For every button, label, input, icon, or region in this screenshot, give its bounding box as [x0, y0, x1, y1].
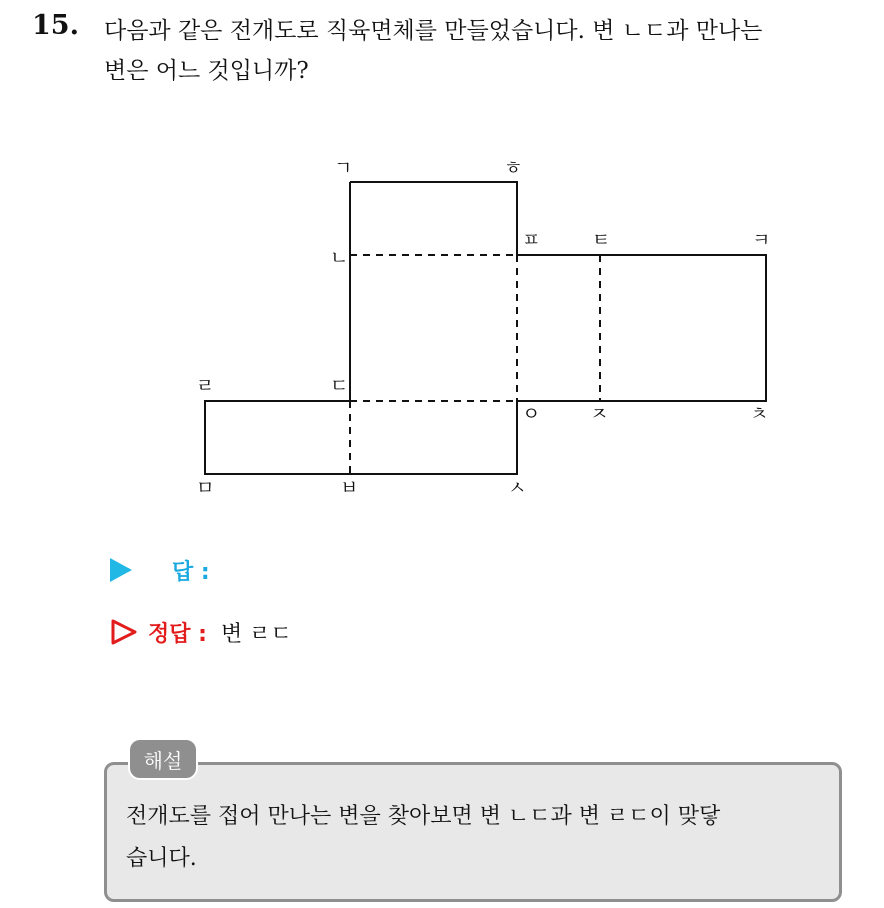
explanation-line-1: 전개도를 접어 만나는 변을 찾아보면 변 ㄴㄷ과 변 ㄹㄷ이 맞닿	[126, 804, 721, 829]
outline-triangle-icon	[110, 618, 138, 646]
label-g: ㄱ	[334, 157, 353, 179]
label-s: ㅅ	[508, 477, 527, 499]
explanation-line-2: 습니다.	[126, 846, 197, 871]
label-t: ㅌ	[592, 229, 611, 251]
explanation-text	[126, 796, 836, 880]
label-m: ㅁ	[196, 477, 215, 499]
label-d: ㄷ	[330, 375, 349, 397]
answer-label: 답 :	[172, 559, 210, 585]
label-ch: ㅊ	[750, 403, 769, 425]
answer-row	[110, 553, 210, 587]
label-j: ㅈ	[590, 403, 609, 425]
explanation-tab: 해설	[128, 738, 198, 780]
label-o: ㅇ	[522, 403, 541, 425]
label-p: ㅍ	[522, 229, 541, 251]
filled-triangle-icon	[110, 558, 132, 582]
question-number: 15.	[32, 10, 79, 41]
question-text-line-1: 다음과 같은 전개도로 직육면체를 만들었습니다. 변 ㄴㄷ과 만나는	[104, 18, 763, 44]
correct-answer-row	[110, 615, 292, 649]
correct-answer-value: 변 ㄹㄷ	[220, 621, 292, 647]
label-h: ㅎ	[504, 157, 523, 179]
label-k: ㅋ	[752, 229, 771, 251]
label-n: ㄴ	[330, 247, 349, 269]
label-r: ㄹ	[196, 375, 215, 397]
net-outline	[205, 182, 769, 474]
label-b: ㅂ	[340, 477, 359, 499]
correct-answer-label: 정답 :	[148, 621, 207, 647]
question-text-line-2: 변은 어느 것입니까?	[104, 58, 309, 84]
